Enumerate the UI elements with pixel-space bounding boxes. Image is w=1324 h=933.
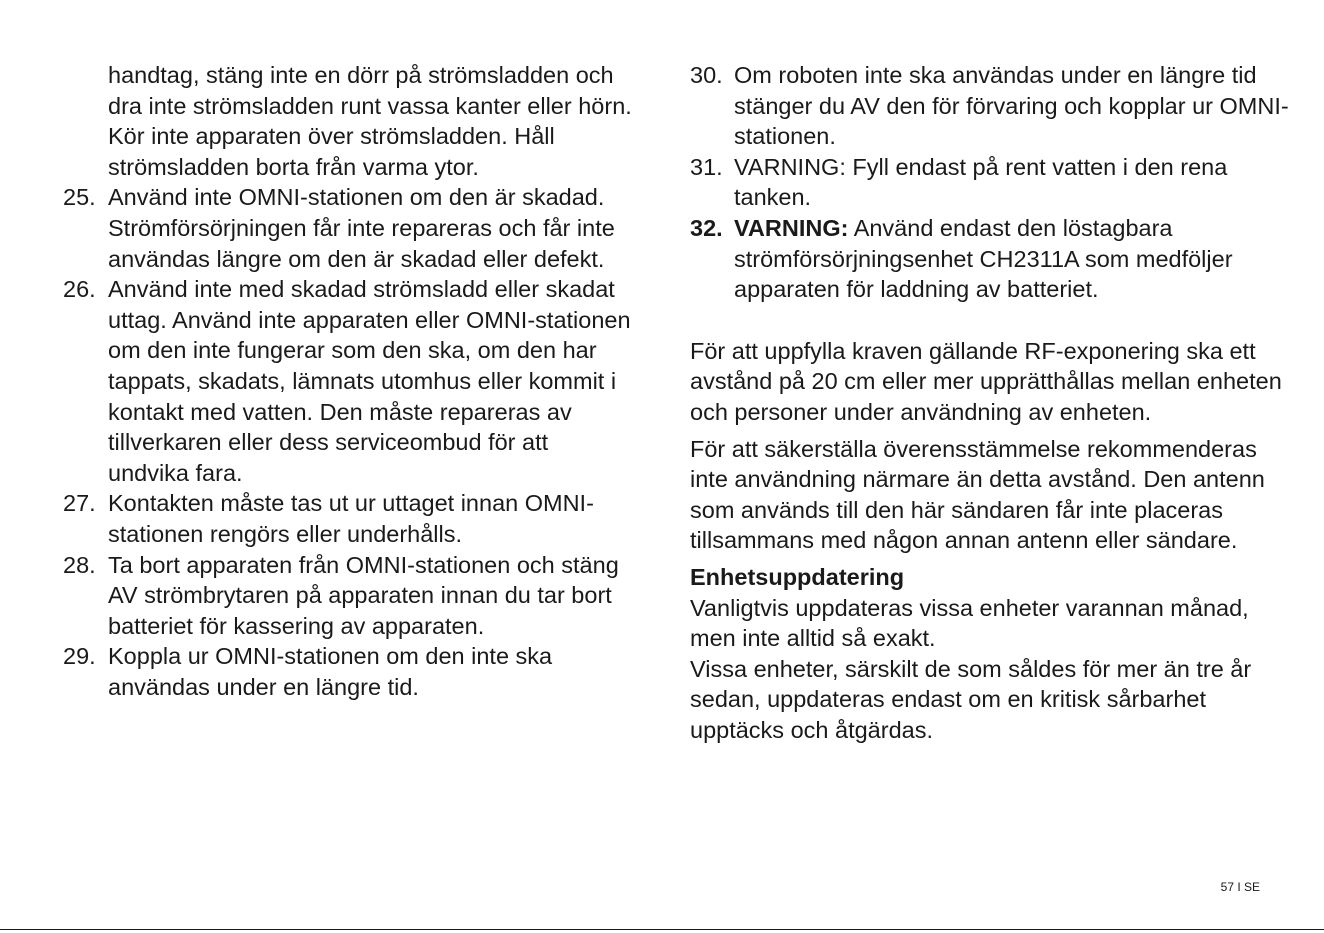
item-number: 30.: [690, 62, 723, 88]
continuation-paragraph: handtag, stäng inte en dörr på strömsladden och dra inte strömsladden runt vassa kanter eller hörn. Kör inte apparaten över strömsladden. Håll strömsladden borta från varma ytor.: [108, 62, 632, 180]
list-item: [63, 550, 633, 642]
item-text: Om roboten inte ska användas under en längre tid stänger du AV den för förvaring och kopplar ur OMNI-stationen.: [734, 62, 1289, 150]
item-number: 31.: [690, 153, 723, 180]
item-text: Använd inte OMNI-stationen om den är skadad. Strömförsörjningen får inte repareras och får inte användas längre om den är skadad eller defekt.: [108, 184, 615, 272]
safety-list-left: [63, 182, 633, 702]
item-number: 25.: [63, 184, 96, 211]
update-paragraph-2: Vissa enheter, särskilt de som såldes för mer än tre år sedan, uppdateras endast om en kritisk sårbarhet upptäcks och åtgärdas.: [690, 655, 1252, 743]
item-text: Ta bort apparaten från OMNI-stationen och stäng AV strömbrytaren på apparaten innan du tar bort batteriet för kassering av apparaten.: [108, 551, 619, 639]
right-column: [690, 60, 1290, 745]
list-item: [690, 152, 1290, 213]
item-text: Använd inte med skadad strömsladd eller skadat uttag. Använd inte apparaten eller OMNI-stationen om den inte fungerar som den ska, om den har tappats, skadats, lämnats utomhus eller kommit i kontakt med vatten. Den måste repareras av tillverkaren eller dess serviceombud för att undvika fara.: [108, 276, 631, 486]
list-item: [63, 274, 633, 488]
item-text: Koppla ur OMNI-stationen om den inte ska användas under en längre tid.: [108, 643, 553, 700]
item-text: Kontakten måste tas ut ur uttaget innan OMNI-stationen rengörs eller underhålls.: [108, 490, 594, 547]
update-heading: Enhetsuppdatering: [690, 563, 905, 590]
left-column: [63, 60, 633, 702]
item-number: 27.: [63, 490, 96, 517]
list-item: [63, 182, 633, 274]
list-item: [63, 641, 633, 702]
list-item: [63, 488, 633, 549]
item-number: 29.: [63, 643, 96, 670]
rf-exposure-paragraph: För att uppfylla kraven gällande RF-exponering ska ett avstånd på 20 cm eller mer upprätthållas mellan enheten och personer under användning av enheten.: [690, 337, 1282, 425]
page-number: 57 I SE: [1220, 880, 1260, 894]
update-paragraph-1: Vanligtvis uppdateras vissa enheter varannan månad, men inte alltid så exakt.: [690, 594, 1249, 652]
item-number: 32.: [690, 214, 723, 241]
list-item: [690, 60, 1290, 152]
bottom-divider: [0, 929, 1324, 930]
item-text: Använd endast den löstagbara strömförsörjningsenhet CH2311A som medföljer apparaten för laddning av batteriet.: [734, 214, 1233, 303]
rf-compliance-paragraph: För att säkerställa överensstämmelse rekommenderas inte användning närmare än detta avstånd. Den antenn som används till den här sändaren får inte placeras tillsammans med någon annan antenn eller sändare.: [690, 435, 1265, 554]
item-number: 28.: [63, 551, 96, 578]
list-item: [690, 213, 1290, 305]
item-number: 26.: [63, 276, 96, 303]
safety-list-right: [690, 60, 1290, 305]
item-text: VARNING: Fyll endast på rent vatten i den rena tanken.: [734, 153, 1228, 211]
warning-label: VARNING:: [734, 214, 849, 241]
